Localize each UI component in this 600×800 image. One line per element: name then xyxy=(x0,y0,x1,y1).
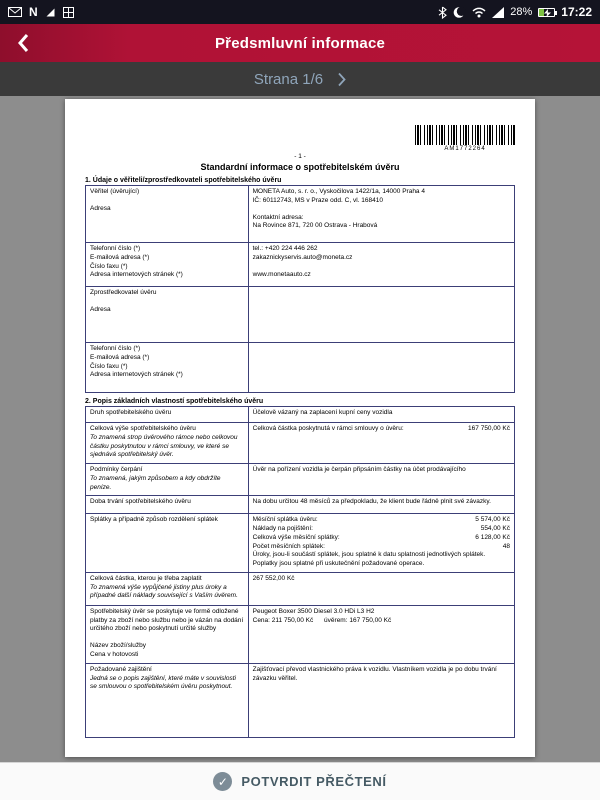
document-title: Standardní informace o spotřebitelském úvěru xyxy=(200,162,400,172)
table-cell xyxy=(249,496,514,513)
cell-line: 267 552,00 Kč xyxy=(252,574,295,582)
doc-sections xyxy=(85,177,515,738)
table-cell xyxy=(249,243,514,286)
table-cell xyxy=(86,407,249,422)
table-cell xyxy=(86,606,249,663)
cell-line: Spotřebitelský úvěr se poskytuje ve formě odložené platby za zboží nebo službu nebo je vázán na dodání určitého zboží nebo poskytnutí určité služby xyxy=(90,607,244,633)
cell-line: Podmínky čerpání xyxy=(90,466,143,474)
table-row xyxy=(86,342,514,392)
cell-line: Na Rovince 871, 720 00 Ostrava - Hrabová xyxy=(252,222,378,230)
page-title: Předsmluvní informace xyxy=(214,34,386,52)
table-cell xyxy=(86,514,249,572)
page-navigation xyxy=(0,62,600,96)
info-table xyxy=(85,185,515,393)
moon-icon xyxy=(453,6,466,19)
table-row xyxy=(86,242,514,286)
cell-line xyxy=(253,345,510,354)
table-row xyxy=(86,572,514,605)
info-table xyxy=(85,406,515,738)
cell-line: www.monetaauto.cz xyxy=(252,271,311,279)
mail-icon xyxy=(8,7,22,17)
table-row xyxy=(86,186,514,242)
cell-line: E-mailová adresa (*) xyxy=(90,253,150,261)
letter-n-icon: N xyxy=(29,5,38,19)
cell-line: Číslo faxu (*) xyxy=(90,262,128,270)
table-cell xyxy=(86,186,249,242)
cell-line: Telefonní číslo (*) xyxy=(90,245,141,252)
cell-line: Kontaktní adresa: xyxy=(252,213,304,221)
cell-line: Zajišťovací převod vlastnického práva k vozidlu. Vlastníkem vozidla je po dobu trvání závazku věřitel. xyxy=(252,665,497,682)
table-cell xyxy=(86,423,249,463)
table-cell xyxy=(249,606,514,663)
barcode-label: AM1772264 xyxy=(444,146,486,152)
battery-icon xyxy=(538,8,555,17)
table-row xyxy=(86,605,514,663)
cell-line: Na dobu určitou 48 měsíců za předpokladu, že klient bude řádně plnit své závazky. xyxy=(252,498,491,506)
next-page-button[interactable] xyxy=(337,72,346,87)
cell-line: Číslo faxu (*) xyxy=(90,362,128,370)
cell-line: Jedná se o popis zajištění, které máte v souvislosti se smlouvou o spotřebitelském úvěru poskytnout. xyxy=(90,674,236,691)
cell-line: Úroky, jsou-li součástí splátek, jsou splatné k datu splatnosti jednotlivých splátek. Poplatky jsou splatné při uskutečnění požadované operace. xyxy=(252,551,486,568)
cell-line: Úvěr na pořízení vozidla je čerpán připsáním částky na účet prodávajícího xyxy=(252,466,466,474)
table-cell xyxy=(86,664,249,737)
table-row xyxy=(86,286,514,342)
cell-line: Celková částka poskytnutá v rámci smlouvy o úvěru: 167 750,00 Kč xyxy=(252,425,510,432)
grid-icon xyxy=(63,7,74,18)
table-cell xyxy=(86,343,249,392)
cell-line: Peugeot Boxer 3500 Diesel 3.0 HDi L3 H2 xyxy=(252,607,375,615)
cell-line: Adresa xyxy=(90,305,111,313)
table-row xyxy=(86,663,514,737)
wifi-icon xyxy=(472,7,486,18)
page-indicator: Strana 1/6 xyxy=(253,70,324,88)
cell-line: Celková částka, kterou je třeba zaplatit xyxy=(90,574,202,582)
cell-line: Věřitel (úvěrující) xyxy=(90,188,140,195)
table-row xyxy=(86,463,514,495)
confirm-read-label: POTVRDIT PŘEČTENÍ xyxy=(241,774,387,789)
cell-line: zakaznickyservis.auto@moneta.cz xyxy=(252,253,353,261)
page-number-label: - 1 - xyxy=(294,153,306,160)
checkmark-icon: ✓ xyxy=(213,772,232,791)
status-bar-right xyxy=(438,5,592,19)
confirm-read-button[interactable] xyxy=(0,762,600,800)
section-heading: 2. Popis základních vlastností spotřebitelského úvěru xyxy=(85,398,264,405)
table-cell xyxy=(249,514,514,572)
table-cell xyxy=(86,243,249,286)
cell-line: Celková výše spotřebitelského úvěru xyxy=(90,425,196,432)
clock: 17:22 xyxy=(561,5,592,19)
cell-line: Adresa internetových stránek (*) xyxy=(90,371,183,379)
table-cell xyxy=(249,573,514,605)
cell-line: Adresa xyxy=(90,204,111,212)
barcode xyxy=(415,125,515,145)
cell-line: Počet měsíčních splátek: 48 xyxy=(252,542,510,550)
table-cell xyxy=(249,464,514,495)
table-cell xyxy=(86,573,249,605)
app-bar xyxy=(0,24,600,62)
cell-line: Účelově vázaný na zaplacení kupní ceny vozidla xyxy=(252,409,393,416)
cell-line: Celková výše měsíční splátky: 6 128,00 Kč xyxy=(252,533,510,541)
status-bar xyxy=(0,0,600,24)
cell-line: Cena: 211 750,00 Kč úvěrem: 167 750,00 Kč xyxy=(252,616,392,624)
cell-line: MONETA Auto, s. r. o., Vyskočilova 1422/1a, 14000 Praha 4 xyxy=(252,188,425,195)
table-cell xyxy=(249,423,514,463)
table-cell xyxy=(86,464,249,495)
cell-line: Zprostředkovatel úvěru xyxy=(90,289,157,296)
barcode-block xyxy=(415,125,515,152)
document-viewport[interactable] xyxy=(0,96,600,762)
back-arrow-icon xyxy=(17,33,29,53)
cell-line: Měsíční splátka úvěru: 5 574,00 Kč xyxy=(252,516,510,524)
signal-icon xyxy=(492,7,504,18)
bluetooth-icon xyxy=(438,6,447,19)
chevron-right-icon xyxy=(337,72,346,87)
cell-line: Požadované zajištění xyxy=(90,665,152,673)
cell-line: Doba trvání spotřebitelského úvěru xyxy=(90,498,191,506)
table-cell xyxy=(86,496,249,513)
cell-line: tel.: +420 224 446 262 xyxy=(252,245,318,252)
charging-bolt-icon xyxy=(543,9,552,17)
cell-line: Adresa internetových stránek (*) xyxy=(90,271,183,279)
cell-line: Cena v hotovosti xyxy=(90,651,139,659)
table-row xyxy=(86,513,514,572)
document-page xyxy=(65,99,535,757)
table-cell xyxy=(249,343,514,392)
table-row xyxy=(86,422,514,463)
table-cell xyxy=(249,186,514,242)
cell-line xyxy=(253,289,510,298)
cell-line xyxy=(253,263,510,272)
table-row xyxy=(86,407,514,422)
cell-line: To znamená strop úvěrového rámce nebo celkovou částku poskytnutou v rámci smlouvy, ve které se sjednává spotřebitelský úvěr. xyxy=(90,433,238,459)
table-cell xyxy=(249,407,514,422)
table-cell xyxy=(249,287,514,342)
back-button[interactable] xyxy=(0,24,46,62)
battery-percent: 28% xyxy=(510,6,533,18)
cell-line: To znamená výše vypůjčené jistiny plus úroky a případné další náklady související s Vaším úvěrem. xyxy=(90,583,238,600)
table-cell xyxy=(86,287,249,342)
triangle-icon xyxy=(45,7,56,18)
table-row xyxy=(86,495,514,513)
cell-line: To znamená, jakým způsobem a kdy obdržíte peníze. xyxy=(90,474,221,491)
cell-line: Splátky a případně způsob rozdělení splátek xyxy=(90,516,218,524)
cell-line: E-mailová adresa (*) xyxy=(90,353,150,361)
cell-line: Název zboží/služby xyxy=(90,642,146,650)
cell-line: Telefonní číslo (*) xyxy=(90,345,141,352)
cell-line: Druh spotřebitelského úvěru xyxy=(90,409,172,416)
status-bar-left xyxy=(8,6,74,18)
table-cell xyxy=(249,664,514,737)
section-heading: 1. Údaje o věřiteli/zprostředkovateli spotřebitelského úvěru xyxy=(85,177,282,184)
cell-line: IČ: 60112743, MS v Praze odd. C, vl. 168410 xyxy=(252,196,383,204)
cell-line: Náklady na pojištění: 554,00 Kč xyxy=(252,525,510,533)
